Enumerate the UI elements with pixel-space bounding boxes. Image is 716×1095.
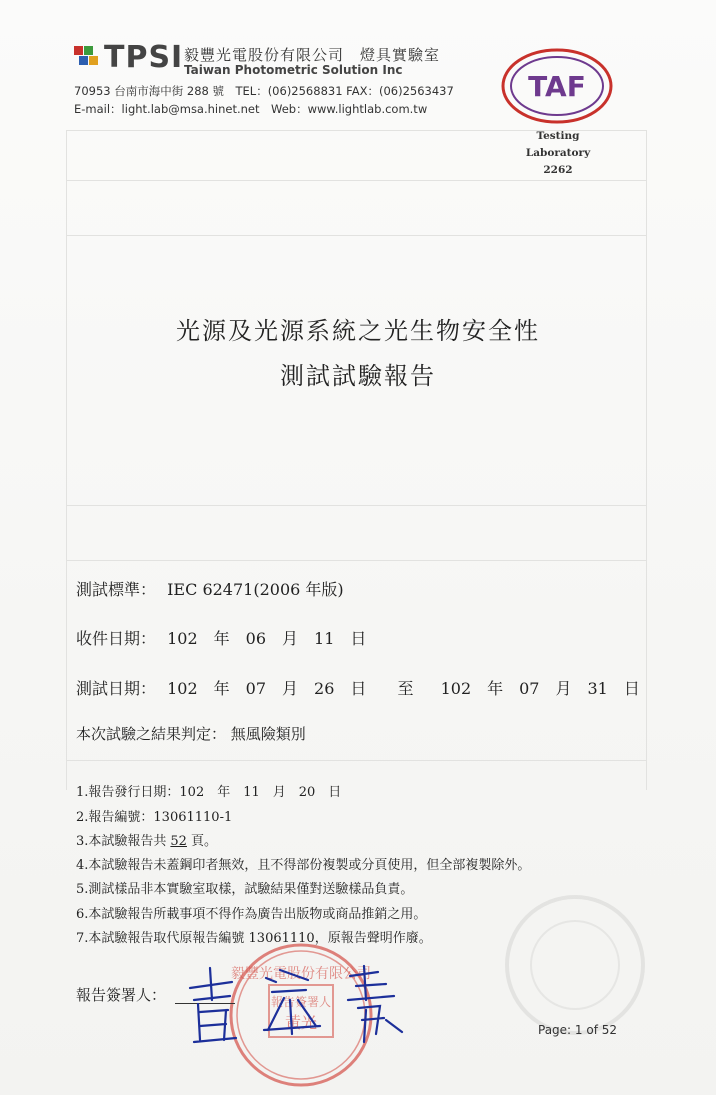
received-date-value: 102 年 06 月 11 日: [167, 629, 367, 648]
result-label: 本次試驗之結果判定：: [76, 725, 227, 743]
note-page-count-pre: 3.本試驗報告共: [76, 834, 167, 849]
result-value: 無風險類別: [230, 725, 306, 743]
taf-lab-number: 2262: [543, 164, 573, 176]
stamp-ring-text: 毅豐光電股份有限公司: [231, 966, 371, 982]
received-date-label: 收件日期：: [76, 629, 157, 648]
note-report-number: 2.報告編號：13061110-1: [76, 810, 233, 825]
test-date-to-word: 至: [397, 679, 414, 698]
test-standard-row: [76, 577, 344, 600]
report-title-line1: 光源及光源系統之光生物安全性: [176, 317, 540, 345]
taf-logo-icon: [500, 46, 614, 126]
note-seal-validity: 4.本試驗報告未蓋鋼印者無效，且不得部份複製或分頁使用，但全部複製除外。: [76, 858, 531, 873]
note-no-advertising: 6.本試驗報告所載事項不得作為廣告出版物或商品推銷之用。: [76, 907, 427, 922]
embossed-seal-icon: [500, 890, 650, 1040]
test-date-to: 102 年 07 月 31 日: [440, 679, 640, 698]
note-replaces-report: 7.本試驗報告取代原報告編號 13061110，原報告聲明作廢。: [76, 931, 432, 946]
note-page-count: [76, 830, 217, 849]
tpsi-brand: TPSI: [104, 40, 184, 75]
company-contact: E-mail：light.lab@msa.hinet.net Web：www.lightlab.com.tw: [74, 102, 428, 116]
test-standard-value: IEC 62471(2006 年版): [167, 580, 344, 599]
test-standard-label: 測試標準：: [76, 580, 157, 599]
company-name-en: Taiwan Photometric Solution Inc: [184, 63, 403, 77]
report-title-line2: 測試試驗報告: [280, 362, 436, 390]
note-sample-responsibility: 5.測試樣品非本實驗室取樣，試驗結果僅對送驗樣品負責。: [76, 882, 414, 897]
stamp-name-text: 黃光: [284, 1013, 318, 1032]
company-address: 70953 台南市海中街 288 號 TEL：(06)2568831 FAX：(06)2563437: [74, 84, 454, 98]
taf-logo-text: TAF: [528, 70, 586, 103]
signer-label: 報告簽署人：: [76, 986, 167, 1004]
page-number: Page: 1 of 52: [538, 1023, 618, 1037]
test-date-row: [76, 676, 640, 699]
stamp-inner-text: 報告簽署人: [270, 995, 332, 1009]
received-date-row: [76, 626, 366, 649]
taf-caption: [514, 128, 602, 179]
tpsi-mark-icon: [74, 46, 102, 68]
handwritten-signature-icon: [180, 960, 420, 1050]
taf-caption-label: Testing Laboratory: [525, 130, 591, 159]
test-date-from: 102 年 07 月 26 日: [167, 679, 367, 698]
company-name-cn: 毅豐光電股份有限公司 燈具實驗室: [184, 46, 441, 64]
note-page-count-number: 52: [170, 834, 187, 849]
note-issue-date: 1.報告發行日期：102 年 11 月 20 日: [76, 785, 342, 800]
result-row: [76, 723, 306, 744]
note-page-count-post: 頁。: [190, 834, 217, 849]
test-date-label: 測試日期：: [76, 679, 157, 698]
